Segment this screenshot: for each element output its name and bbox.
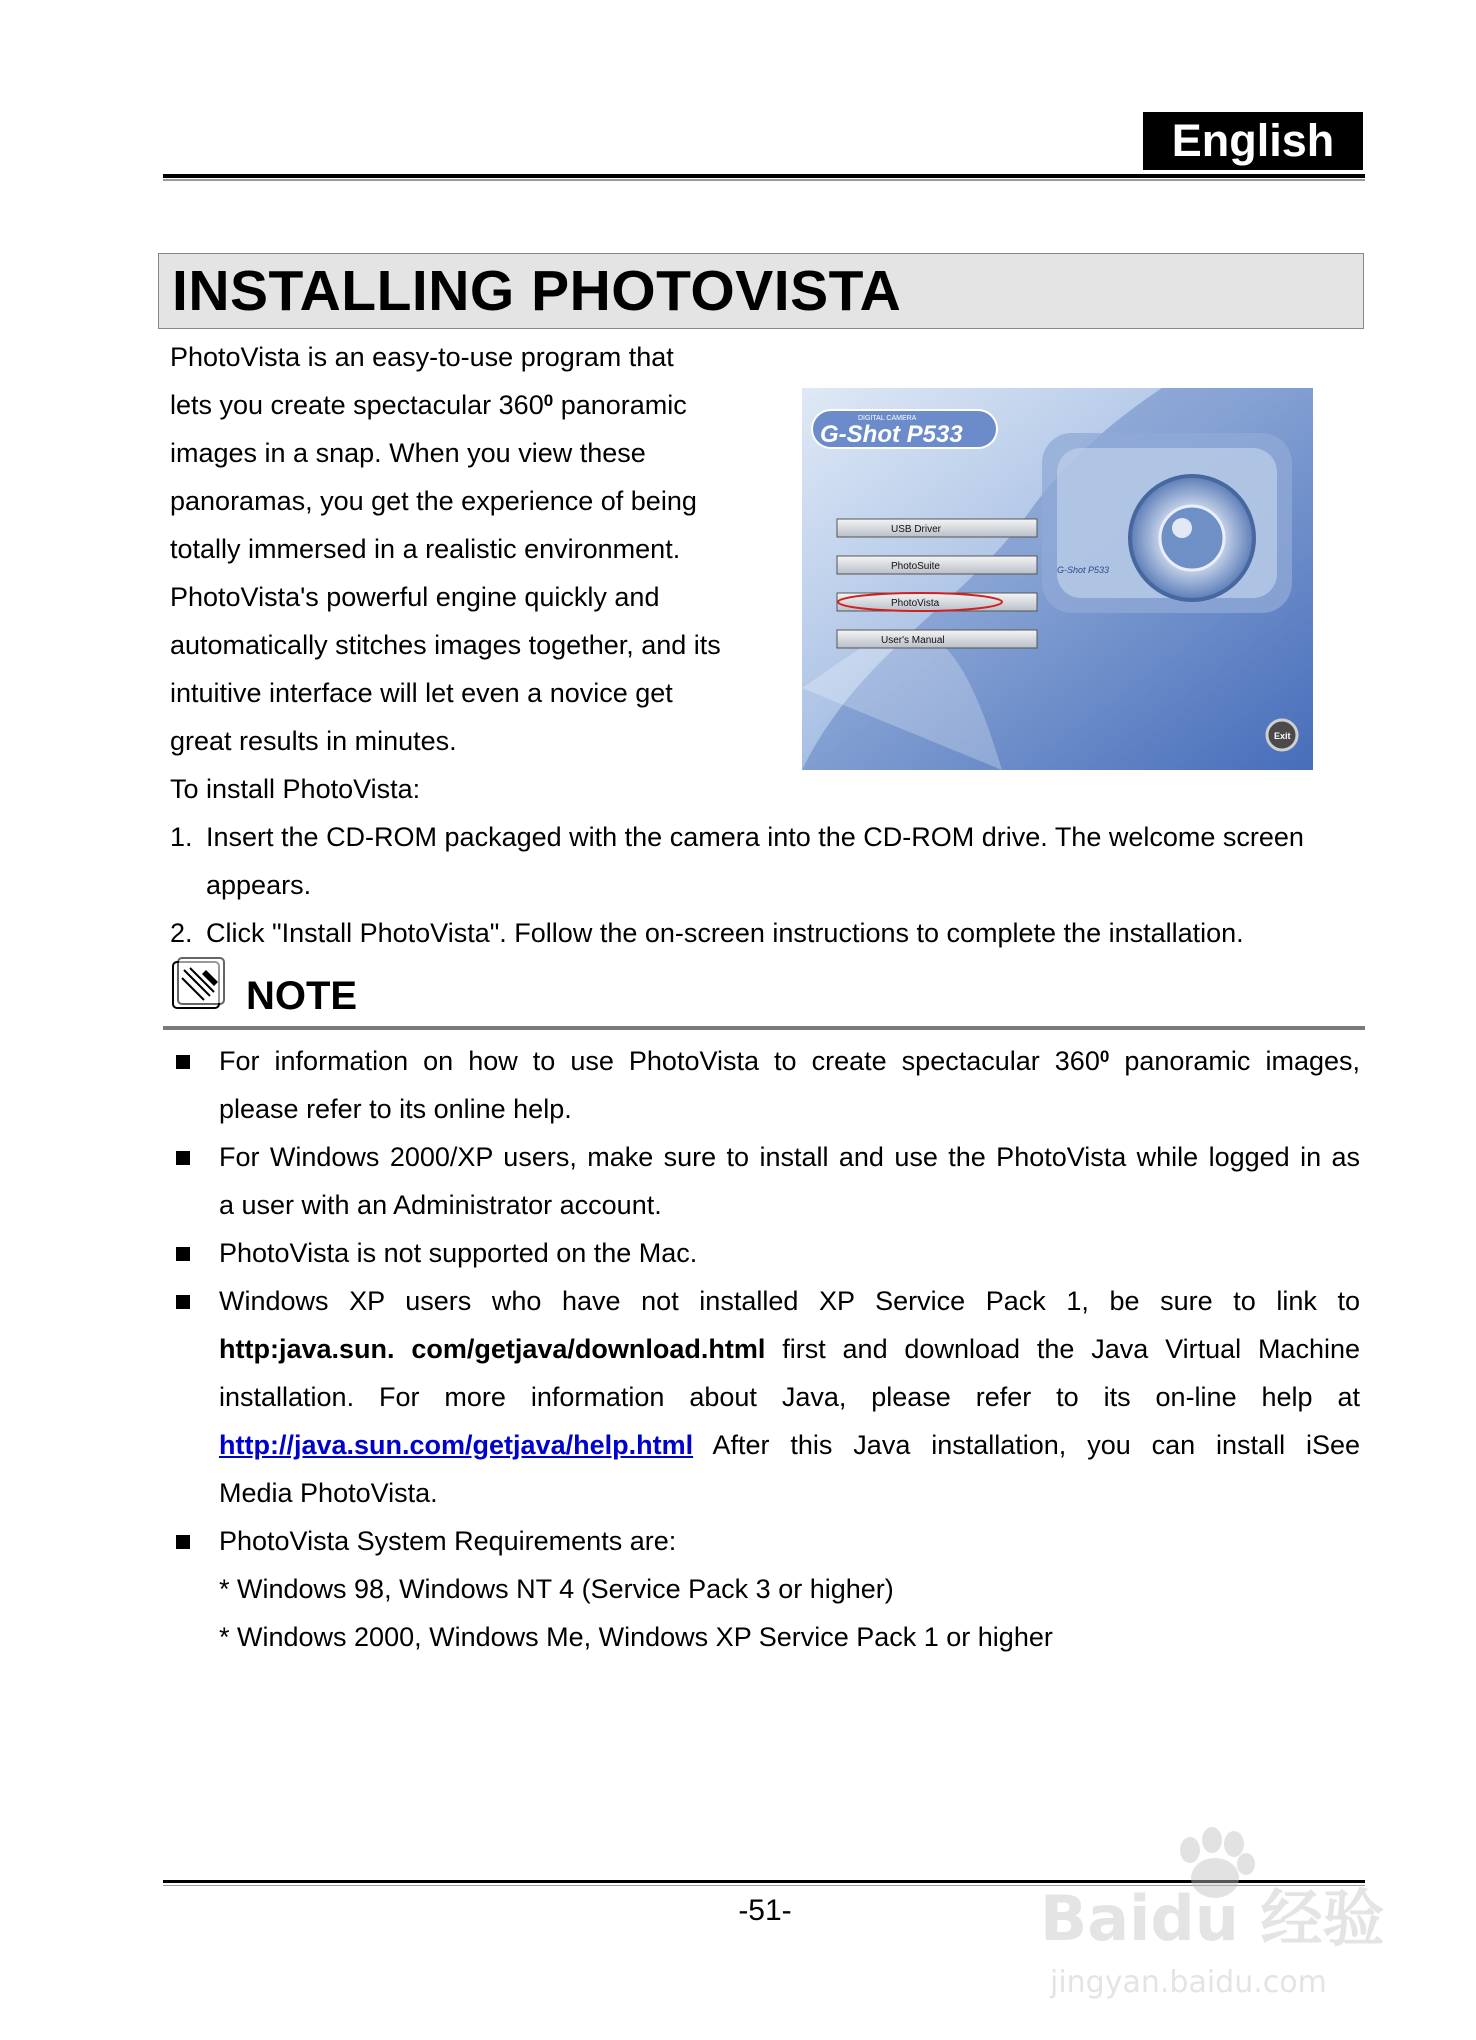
- baidu-watermark: [1040, 1810, 1440, 2010]
- requirement-line: * Windows 2000, Windows Me, Windows XP Service Pack 1 or higher: [219, 1622, 1053, 1652]
- brand-name: G-Shot P533: [820, 421, 963, 448]
- note-line: PhotoVista System Requirements are:: [219, 1526, 677, 1556]
- bullet-marker: [176, 1055, 190, 1069]
- page-number: -51-: [738, 1894, 792, 1927]
- language-badge: English: [1143, 112, 1363, 170]
- header-rule: [163, 174, 1365, 178]
- note-heading: NOTE: [246, 974, 358, 1018]
- header-rule-shadow: [163, 179, 1365, 181]
- java-help-link[interactable]: http://java.sun.com/getjava/help.html: [219, 1430, 694, 1460]
- intro-line: lets you create spectacular $360^0$ panoramic: [170, 390, 687, 420]
- camera-illustration: [1042, 433, 1292, 613]
- cd-welcome-screenshot: [802, 388, 1313, 770]
- note-rule: [163, 1026, 1365, 1030]
- watermark-url: jingyan.baidu.com: [1050, 1965, 1327, 2000]
- note-line: For information on how to use PhotoVista to create spectacular $360^0$ panoramic images,: [219, 1046, 1360, 1076]
- note-line: http://java.sun.com/getjava/help.html After this Java installation, you can install iSee: [219, 1430, 1360, 1460]
- note-pad-icon: [170, 956, 228, 1012]
- step-number: 2.: [170, 918, 193, 948]
- intro-line: automatically stitches images together, and its: [170, 630, 721, 660]
- step-text: Insert the CD-ROM packaged with the camera into the CD-ROM drive. The welcome screen: [206, 822, 1304, 852]
- requirement-line: * Windows 98, Windows NT 4 (Service Pack 3 or higher): [219, 1574, 894, 1604]
- svg-text:PhotoVista: PhotoVista: [891, 598, 940, 609]
- note-line: a user with an Administrator account.: [219, 1190, 662, 1220]
- section-title: INSTALLING PHOTOVISTA: [172, 259, 902, 323]
- camera-badge: G-Shot P533: [1057, 565, 1110, 575]
- brand-top: DIGITAL CAMERA: [858, 415, 917, 422]
- step-text: appears.: [206, 870, 312, 900]
- install-lead: To install PhotoVista:: [170, 774, 421, 804]
- download-url: http:java.sun. com/getjava/download.html: [219, 1334, 766, 1364]
- intro-line: PhotoVista's powerful engine quickly and: [170, 582, 660, 612]
- exit-button[interactable]: [1267, 720, 1297, 750]
- note-line: please refer to its online help.: [219, 1094, 572, 1124]
- step-number: 1.: [170, 822, 193, 852]
- bullet-marker: [176, 1535, 190, 1549]
- svg-text:User's Manual: User's Manual: [881, 635, 945, 646]
- intro-line: totally immersed in a realistic environment.: [170, 534, 681, 564]
- svg-text:PhotoSuite: PhotoSuite: [891, 561, 940, 572]
- note-line: PhotoVista is not supported on the Mac.: [219, 1238, 698, 1268]
- note-line: For Windows 2000/XP users, make sure to install and use the PhotoVista while logged in as: [219, 1142, 1360, 1172]
- bullet-marker: [176, 1247, 190, 1261]
- intro-line: images in a snap. When you view these: [170, 438, 646, 468]
- menu-users-manual[interactable]: [837, 630, 1037, 648]
- intro-line: great results in minutes.: [170, 726, 457, 756]
- bullet-marker: [176, 1295, 190, 1309]
- note-line: installation. For more information about Java, please refer to its on-line help at: [219, 1382, 1360, 1412]
- note-line: Windows XP users who have not installed XP Service Pack 1, be sure to link to: [219, 1286, 1360, 1316]
- step-text: Click "Install PhotoVista". Follow the on-screen instructions to complete the installation.: [206, 918, 1244, 948]
- note-line: http:java.sun. com/getjava/download.html first and download the Java Virtual Machine: [219, 1334, 1360, 1364]
- svg-text:USB Driver: USB Driver: [891, 524, 942, 535]
- intro-line: panoramas, you get the experience of being: [170, 486, 697, 516]
- watermark-brand: Baidu 经验: [1040, 1882, 1385, 1955]
- svg-text:Exit: Exit: [1274, 731, 1291, 741]
- menu-photovista[interactable]: [837, 593, 1037, 611]
- note-line: Media PhotoVista.: [219, 1478, 438, 1508]
- bullet-marker: [176, 1151, 190, 1165]
- intro-line: intuitive interface will let even a novice get: [170, 678, 673, 708]
- menu-usb-driver[interactable]: [837, 519, 1037, 537]
- intro-line: PhotoVista is an easy-to-use program that: [170, 342, 674, 372]
- menu-photosuite[interactable]: [837, 556, 1037, 574]
